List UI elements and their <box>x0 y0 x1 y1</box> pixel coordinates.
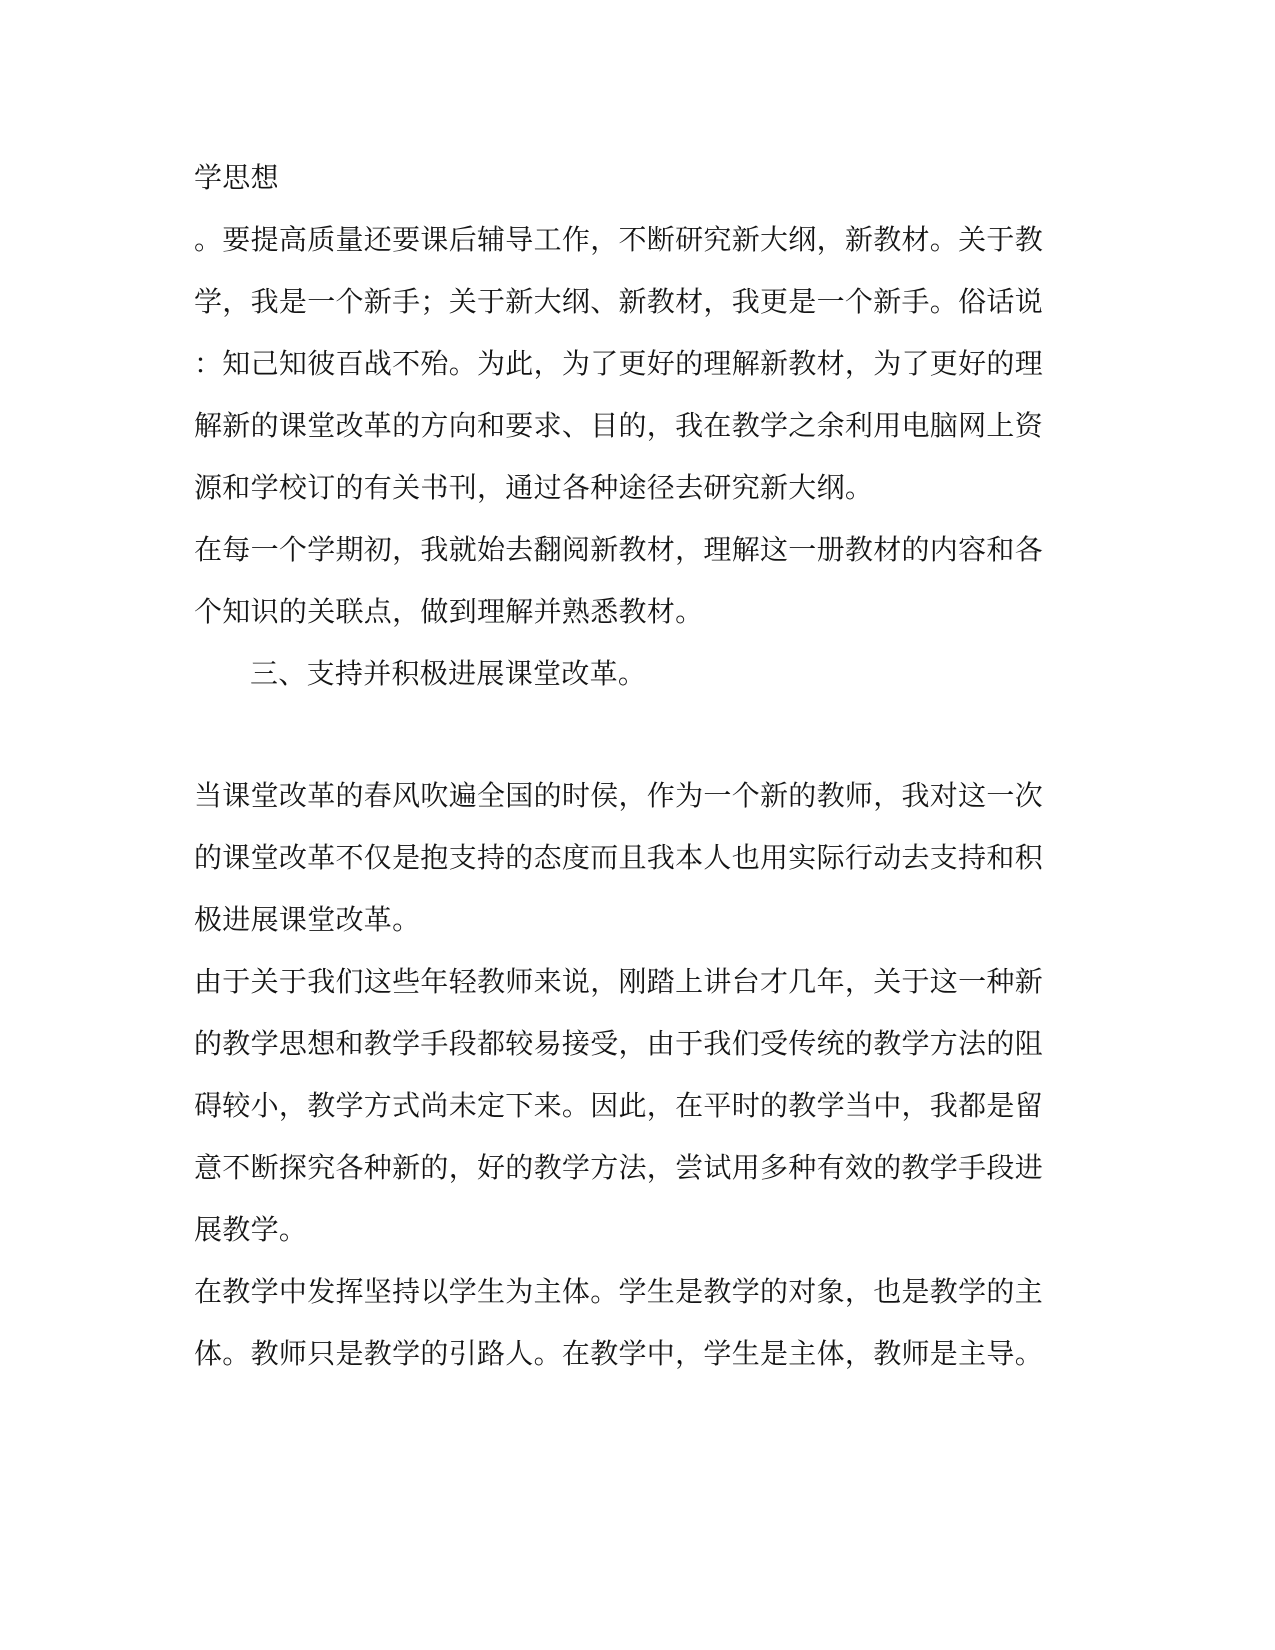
text-line: 由于关于我们这些年轻教师来说，刚踏上讲台才几年，关于这一种新 <box>194 965 1044 998</box>
text-line: 。要提高质量还要课后辅导工作，不断研究新大纲，新教材。关于教 <box>194 223 1044 256</box>
text-line: 意不断探究各种新的，好的教学方法，尝试用多种有效的教学手段进 <box>194 1151 1044 1184</box>
text-line: 体。教师只是教学的引路人。在教学中，学生是主体，教师是主导。 <box>194 1337 1044 1370</box>
text-line: 个知识的关联点，做到理解并熟悉教材。 <box>194 595 704 628</box>
text-line: ：知己知彼百战不殆。为此，为了更好的理解新教材，为了更好的理 <box>194 347 1044 380</box>
text-line: 源和学校订的有关书刊，通过各种途径去研究新大纲。 <box>194 471 874 504</box>
text-line: 学，我是一个新手；关于新大纲、新教材，我更是一个新手。俗话说 <box>194 285 1044 318</box>
text-line: 展教学。 <box>194 1213 308 1246</box>
text-line: 碍较小，教学方式尚未定下来。因此，在平时的教学当中，我都是留 <box>194 1089 1044 1122</box>
text-line: 学思想 <box>194 161 279 194</box>
text-line: 的课堂改革不仅是抱支持的态度而且我本人也用实际行动去支持和积 <box>194 841 1044 874</box>
text-line: 当课堂改革的春风吹遍全国的时侯，作为一个新的教师，我对这一次 <box>194 779 1044 812</box>
text-line: 的教学思想和教学手段都较易接受，由于我们受传统的教学方法的阻 <box>194 1027 1044 1060</box>
text-line: 解新的课堂改革的方向和要求、目的，我在教学之余利用电脑网上资 <box>194 409 1044 442</box>
text-line: 在教学中发挥坚持以学生为主体。学生是教学的对象，也是教学的主 <box>194 1275 1044 1308</box>
text-line: 极进展课堂改革。 <box>194 903 421 936</box>
text-line: 在每一个学期初，我就始去翻阅新教材，理解这一册教材的内容和各 <box>194 533 1044 566</box>
section-heading: 三、支持并积极进展课堂改革。 <box>250 657 647 690</box>
